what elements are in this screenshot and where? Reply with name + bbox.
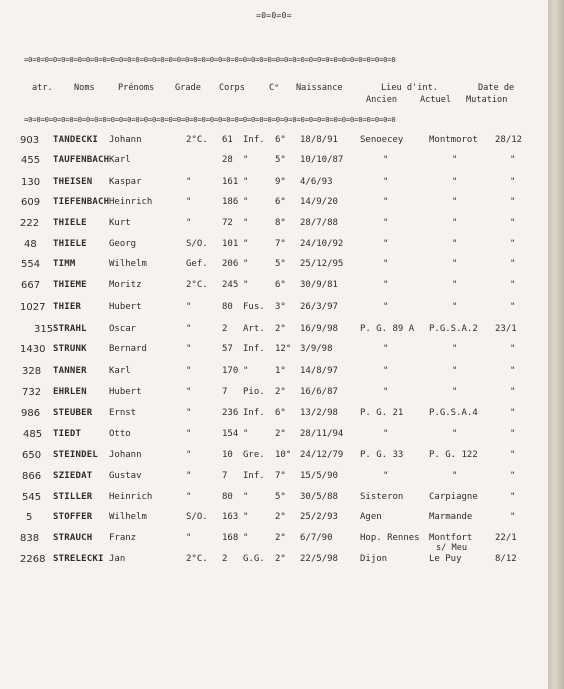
cell-mutation: " — [510, 387, 516, 397]
cell-nom: TANDECKI — [53, 135, 98, 145]
cell-cie: 6° — [275, 197, 286, 207]
cell-ancien: " — [383, 259, 389, 269]
cell-nom: TAUFENBACH — [53, 155, 110, 165]
cell-corps-num: 28 — [222, 155, 233, 165]
cell-ancien: " — [383, 155, 389, 165]
cell-cie: 6° — [275, 408, 286, 418]
cell-nom: STEINDEL — [53, 450, 98, 460]
cell-prenom: Hubert — [109, 387, 142, 397]
cell-arme: " — [243, 492, 249, 502]
cell-naissance: 4/6/93 — [300, 177, 333, 187]
cell-naissance: 10/10/87 — [300, 155, 344, 165]
cell-grade: S/O. — [186, 239, 208, 249]
header-grade: Grade — [175, 83, 201, 93]
cell-nom: THIEME — [53, 280, 87, 290]
cell-ancien: Sisteron — [360, 492, 404, 502]
cell-cie: 5° — [275, 492, 286, 502]
cell-prenom: Gustav — [109, 471, 142, 481]
cell-prenom: Hubert — [109, 302, 142, 312]
cell-grade: " — [186, 218, 192, 228]
cell-nom: THIELE — [53, 239, 87, 249]
table-row — [0, 512, 548, 532]
cell-nom: TANNER — [53, 366, 87, 376]
header-matr: atr. — [32, 83, 53, 93]
cell-actuel: Marmande — [429, 512, 473, 522]
cell-matr: 866 — [22, 471, 42, 482]
cell-prenom: Karl — [109, 366, 131, 376]
cell-ancien: " — [383, 177, 389, 187]
cell-cie: 8° — [275, 218, 286, 228]
cell-prenom: Georg — [109, 239, 137, 249]
cell-prenom: Franz — [109, 533, 137, 543]
cell-corps-num: 10 — [222, 450, 233, 460]
cell-prenom: Oscar — [109, 324, 137, 334]
cell-actuel: " — [452, 218, 458, 228]
cell-corps-num: 168 — [222, 533, 239, 543]
cell-ancien: " — [383, 387, 389, 397]
cell-mutation: " — [510, 344, 516, 354]
cell-matr: 554 — [21, 259, 41, 270]
table-row — [0, 280, 548, 300]
cell-ancien: P. G. 21 — [360, 408, 404, 418]
cell-cie: 2° — [275, 512, 286, 522]
cell-prenom: Heinrich — [109, 492, 153, 502]
cell-matr: 2268 — [20, 554, 46, 565]
cell-arme: Inf. — [243, 344, 265, 354]
cell-grade: " — [186, 471, 192, 481]
cell-actuel: " — [452, 429, 458, 439]
cell-ancien: P. G. 33 — [360, 450, 404, 460]
cell-mutation: 28/12 — [495, 135, 523, 145]
cell-mutation: " — [510, 155, 516, 165]
cell-grade: " — [186, 408, 192, 418]
cell-corps-num: 170 — [222, 366, 239, 376]
header-date-de: Date de — [478, 83, 515, 93]
cell-prenom: Johann — [109, 135, 142, 145]
header-noms: Noms — [74, 83, 95, 93]
cell-grade: Gef. — [186, 259, 208, 269]
cell-matr: 48 — [24, 239, 37, 250]
cell-corps-num: 2 — [222, 554, 228, 564]
cell-cie: 2° — [275, 533, 286, 543]
cell-naissance: 25/2/93 — [300, 512, 338, 522]
cell-grade: 2°C. — [186, 280, 208, 290]
cell-cie: 5° — [275, 259, 286, 269]
cell-corps-num: 163 — [222, 512, 239, 522]
cell-mutation: " — [510, 408, 516, 418]
cell-naissance: 30/9/81 — [300, 280, 338, 290]
cell-naissance: 24/12/79 — [300, 450, 344, 460]
cell-matr: 838 — [20, 533, 40, 544]
cell-prenom: Heinrich — [109, 197, 153, 207]
table-row — [0, 533, 548, 553]
cell-mutation: " — [510, 239, 516, 249]
cell-corps-num: 161 — [222, 177, 239, 187]
cell-actuel: " — [452, 302, 458, 312]
cell-naissance: 14/9/20 — [300, 197, 338, 207]
cell-actuel: " — [452, 197, 458, 207]
cell-grade: " — [186, 324, 192, 334]
table-row — [0, 259, 548, 279]
cell-grade: S/O. — [186, 512, 208, 522]
cell-ancien: Senoecey — [360, 135, 404, 145]
cell-prenom: Kurt — [109, 218, 131, 228]
cell-actuel: " — [452, 239, 458, 249]
cell-cie: 2° — [275, 429, 286, 439]
cell-naissance: 18/8/91 — [300, 135, 338, 145]
cell-cie: 1° — [275, 366, 286, 376]
cell-ancien: " — [383, 302, 389, 312]
cell-matr: 545 — [22, 492, 42, 503]
header-mutation: Mutation — [466, 95, 508, 105]
cell-matr: 455 — [21, 155, 41, 166]
cell-ancien: " — [383, 280, 389, 290]
cell-mutation: " — [510, 302, 516, 312]
cell-nom: STRELECKI — [53, 554, 104, 564]
cell-actuel-line2: s/ Meu — [436, 543, 468, 553]
cell-naissance: 24/10/92 — [300, 239, 344, 249]
cell-naissance: 26/3/97 — [300, 302, 338, 312]
cell-actuel: " — [452, 259, 458, 269]
cell-arme: " — [243, 259, 249, 269]
table-row — [0, 344, 548, 364]
cell-mutation: 22/1 — [495, 533, 517, 543]
cell-naissance: 3/9/98 — [300, 344, 333, 354]
cell-corps-num: 57 — [222, 344, 233, 354]
cell-naissance: 6/7/90 — [300, 533, 333, 543]
cell-grade: 2°C. — [186, 554, 208, 564]
cell-cie: 2° — [275, 554, 286, 564]
cell-prenom: Karl — [109, 155, 131, 165]
cell-matr: 130 — [21, 177, 41, 188]
cell-arme: G.G. — [243, 554, 265, 564]
cell-matr: 650 — [22, 450, 42, 461]
cell-grade: " — [186, 450, 192, 460]
cell-arme: " — [243, 197, 249, 207]
cell-nom: EHRLEN — [53, 387, 87, 397]
cell-mutation: " — [510, 259, 516, 269]
cell-arme: " — [243, 533, 249, 543]
table-row — [0, 408, 548, 428]
cell-nom: STILLER — [53, 492, 93, 502]
cell-corps-num: 72 — [222, 218, 233, 228]
table-row — [0, 387, 548, 407]
cell-ancien: " — [383, 471, 389, 481]
table-row — [0, 135, 548, 155]
cell-mutation: " — [510, 280, 516, 290]
cell-arme: Art. — [243, 324, 265, 334]
cell-matr: 609 — [21, 197, 41, 208]
header-naissance: Naissance — [296, 83, 343, 93]
cell-nom: TIEFENBACH — [53, 197, 110, 207]
cell-naissance: 14/8/97 — [300, 366, 338, 376]
header-actuel: Actuel — [420, 95, 452, 105]
cell-naissance: 28/7/88 — [300, 218, 338, 228]
cell-prenom: Jan — [109, 554, 126, 564]
header-lieu-int: Lieu d'int. — [381, 83, 438, 93]
cell-arme: " — [243, 177, 249, 187]
cell-naissance: 30/5/88 — [300, 492, 338, 502]
cell-mutation: " — [510, 366, 516, 376]
cell-cie: 3° — [275, 302, 286, 312]
cell-prenom: Johann — [109, 450, 142, 460]
cell-naissance: 22/5/98 — [300, 554, 338, 564]
table-row — [0, 302, 548, 322]
cell-arme: Inf. — [243, 471, 265, 481]
cell-nom: THIELE — [53, 218, 87, 228]
table-row — [0, 429, 548, 449]
cell-cie: 7° — [275, 239, 286, 249]
cell-ancien: " — [383, 239, 389, 249]
cell-arme: " — [243, 429, 249, 439]
cell-grade: " — [186, 366, 192, 376]
cell-arme: Pio. — [243, 387, 265, 397]
cell-matr: 1430 — [20, 344, 46, 355]
cell-corps-num: 154 — [222, 429, 239, 439]
cell-actuel: " — [452, 344, 458, 354]
cell-nom: STRAUCH — [53, 533, 93, 543]
cell-cie: 2° — [275, 324, 286, 334]
cell-matr: 5 — [26, 512, 33, 523]
cell-prenom: Moritz — [109, 280, 142, 290]
cell-nom: STRUNK — [53, 344, 87, 354]
cell-ancien: " — [383, 366, 389, 376]
cell-ancien: Dijon — [360, 554, 388, 564]
header-corps: Corps — [219, 83, 245, 93]
header-prenoms: Prénoms — [118, 83, 155, 93]
cell-actuel: " — [452, 155, 458, 165]
cell-ancien: Hop. Rennes — [360, 533, 420, 543]
table-row — [0, 471, 548, 491]
table-row — [0, 155, 548, 175]
cell-cie: 7° — [275, 471, 286, 481]
cell-cie: 5° — [275, 155, 286, 165]
cell-actuel: " — [452, 177, 458, 187]
cell-matr: 328 — [22, 366, 42, 377]
cell-matr: 732 — [22, 387, 42, 398]
cell-mutation: 8/12 — [495, 554, 517, 564]
cell-nom: STOFFER — [53, 512, 93, 522]
cell-nom: STEUBER — [53, 408, 93, 418]
cell-matr: 986 — [21, 408, 41, 419]
cell-matr: 485 — [23, 429, 43, 440]
table-row — [0, 177, 548, 197]
cell-naissance: 13/2/98 — [300, 408, 338, 418]
cell-naissance: 28/11/94 — [300, 429, 344, 439]
cell-grade: " — [186, 197, 192, 207]
cell-actuel: P.G.S.A.4 — [429, 408, 478, 418]
cell-matr: 315 — [34, 324, 54, 335]
table-row — [0, 450, 548, 470]
cell-actuel: " — [452, 366, 458, 376]
cell-grade: " — [186, 533, 192, 543]
cell-naissance: 15/5/90 — [300, 471, 338, 481]
header-ancien: Ancien — [366, 95, 398, 105]
cell-actuel: " — [452, 280, 458, 290]
cell-actuel: Montfort — [429, 533, 473, 543]
cell-actuel: " — [452, 387, 458, 397]
cell-nom: SZIEDAT — [53, 471, 93, 481]
table-row — [0, 324, 548, 344]
cell-mutation: " — [510, 471, 516, 481]
binding-edge — [548, 0, 564, 689]
cell-cie: 6° — [275, 135, 286, 145]
cell-corps-num: 101 — [222, 239, 239, 249]
cell-mutation: " — [510, 512, 516, 522]
cell-grade: " — [186, 344, 192, 354]
cell-cie: 2° — [275, 387, 286, 397]
cell-mutation: " — [510, 218, 516, 228]
cell-matr: 667 — [21, 280, 41, 291]
cell-arme: " — [243, 218, 249, 228]
cell-actuel: P.G.S.A.2 — [429, 324, 478, 334]
cell-ancien: P. G. 89 A — [360, 324, 415, 334]
cell-nom: TIEDT — [53, 429, 82, 439]
cell-prenom: Otto — [109, 429, 131, 439]
cell-grade: " — [186, 177, 192, 187]
cell-nom: STRAHL — [53, 324, 87, 334]
cell-matr: 903 — [20, 135, 40, 146]
cell-arme: " — [243, 155, 249, 165]
cell-actuel: P. G. 122 — [429, 450, 478, 460]
cell-arme: Inf. — [243, 408, 265, 418]
cell-cie: 12° — [275, 344, 292, 354]
cell-prenom: Ernst — [109, 408, 137, 418]
cell-ancien: Agen — [360, 512, 382, 522]
cell-naissance: 25/12/95 — [300, 259, 344, 269]
cell-actuel: Le Puy — [429, 554, 462, 564]
cell-nom: THIER — [53, 302, 82, 312]
cell-naissance: 16/6/87 — [300, 387, 338, 397]
cell-mutation: " — [510, 492, 516, 502]
cell-ancien: " — [383, 218, 389, 228]
cell-arme: " — [243, 512, 249, 522]
cell-corps-num: 80 — [222, 492, 233, 502]
cell-grade: " — [186, 387, 192, 397]
cell-matr: 1027 — [20, 302, 46, 313]
cell-arme: " — [243, 280, 249, 290]
top-ornament: =0=0=0= — [256, 11, 292, 20]
cell-corps-num: 236 — [222, 408, 239, 418]
cell-naissance: 16/9/98 — [300, 324, 338, 334]
cell-actuel: Carpiagne — [429, 492, 478, 502]
cell-corps-num: 61 — [222, 135, 233, 145]
cell-cie: 9° — [275, 177, 286, 187]
separator-top: =0=0=0=0=0=0=0=0=0=0=0=0=0=0=0=0=0=0=0=0=0=0=0=0=0=0=0=0=0=0=0=0=0=0=0=0=0=0=0=0=0=0=0=0=0 — [24, 55, 396, 64]
cell-grade: 2°C. — [186, 135, 208, 145]
cell-mutation: " — [510, 177, 516, 187]
cell-prenom: Bernard — [109, 344, 147, 354]
cell-mutation: " — [510, 450, 516, 460]
cell-matr: 222 — [20, 218, 40, 229]
cell-corps-num: 80 — [222, 302, 233, 312]
cell-corps-num: 7 — [222, 471, 228, 481]
table-row — [0, 492, 548, 512]
cell-arme: Fus. — [243, 302, 265, 312]
cell-actuel: Montmorot — [429, 135, 478, 145]
cell-mutation: 23/1 — [495, 324, 517, 334]
cell-mutation: " — [510, 429, 516, 439]
header-cie: Cᵉ — [269, 83, 280, 93]
cell-ancien: " — [383, 429, 389, 439]
cell-prenom: Kaspar — [109, 177, 142, 187]
cell-mutation: " — [510, 197, 516, 207]
cell-corps-num: 186 — [222, 197, 239, 207]
cell-arme: " — [243, 366, 249, 376]
cell-corps-num: 7 — [222, 387, 228, 397]
separator-header: =0=0=0=0=0=0=0=0=0=0=0=0=0=0=0=0=0=0=0=0=0=0=0=0=0=0=0=0=0=0=0=0=0=0=0=0=0=0=0=0=0=0=0=0=0 — [24, 115, 396, 124]
cell-corps-num: 206 — [222, 259, 239, 269]
cell-arme: Inf. — [243, 135, 265, 145]
cell-arme: " — [243, 239, 249, 249]
cell-prenom: Wilhelm — [109, 259, 147, 269]
table-row — [0, 554, 548, 574]
cell-ancien: " — [383, 197, 389, 207]
table-row — [0, 239, 548, 259]
cell-actuel: " — [452, 471, 458, 481]
cell-arme: Gre. — [243, 450, 265, 460]
cell-ancien: " — [383, 344, 389, 354]
cell-grade: " — [186, 302, 192, 312]
cell-nom: TIMM — [53, 259, 76, 269]
table-row — [0, 218, 548, 238]
cell-corps-num: 2 — [222, 324, 228, 334]
cell-prenom: Wilhelm — [109, 512, 147, 522]
cell-grade: " — [186, 429, 192, 439]
table-row — [0, 197, 548, 217]
cell-cie: 10° — [275, 450, 292, 460]
cell-cie: 6° — [275, 280, 286, 290]
table-row — [0, 366, 548, 386]
cell-nom: THEISEN — [53, 177, 93, 187]
cell-grade: " — [186, 492, 192, 502]
cell-corps-num: 245 — [222, 280, 239, 290]
